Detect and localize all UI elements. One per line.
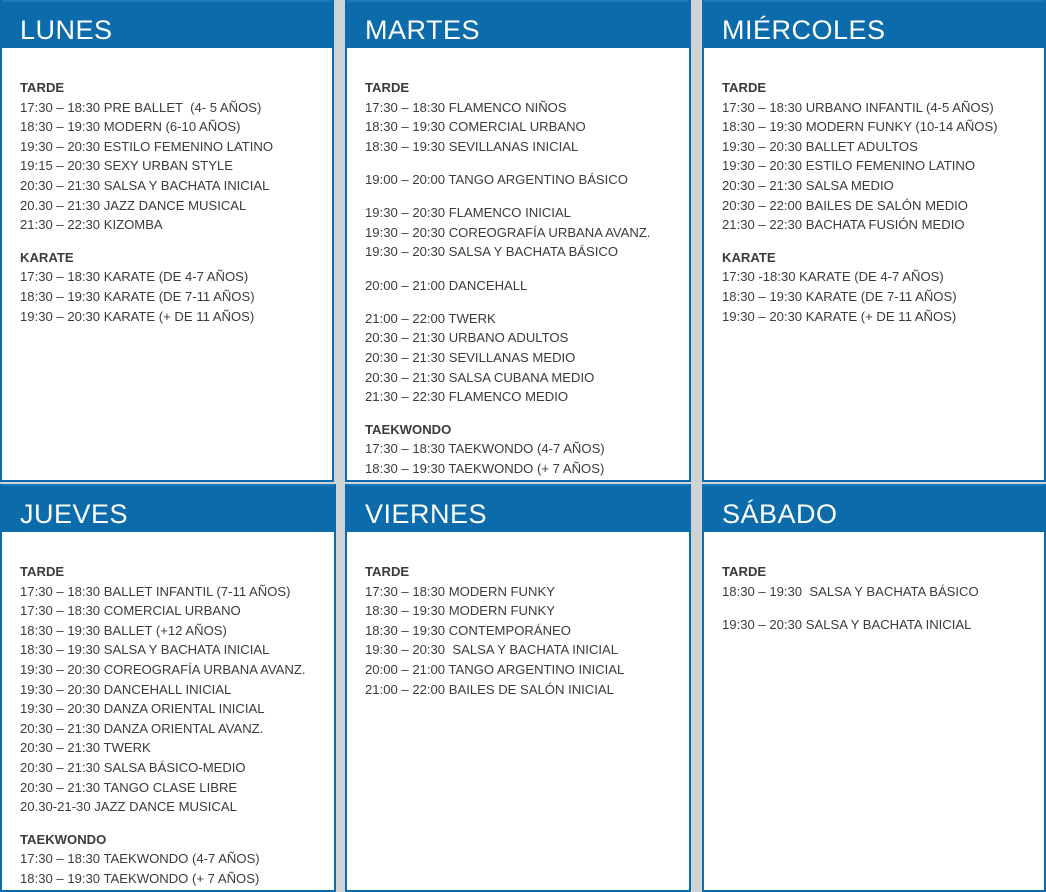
class-group bbox=[365, 98, 689, 157]
schedule-section bbox=[20, 248, 332, 326]
class-entry: 21:00 – 22:00 TWERK bbox=[365, 310, 496, 326]
class-entry: 19:30 – 20:30 DANZA ORIENTAL INICIAL bbox=[20, 701, 265, 717]
class-entry: 20:30 – 21:30 TWERK bbox=[20, 740, 151, 756]
class-entry: 19:30 – 20:30 ESTILO FEMENINO LATINO bbox=[20, 138, 274, 154]
day-schedule bbox=[704, 48, 1044, 326]
class-entry: 18:30 – 19:30 CONTEMPORÁNEO bbox=[365, 622, 571, 638]
class-entry: 20:00 – 21:00 DANCEHALL bbox=[365, 277, 528, 293]
class-entry: 19:30 – 20:30 SALSA Y BACHATA BÁSICO bbox=[365, 244, 619, 260]
class-entry: 19:30 – 20:30 KARATE (+ DE 11 AÑOS) bbox=[20, 308, 255, 324]
schedule-section bbox=[365, 78, 689, 407]
section-title: KARATE bbox=[20, 249, 74, 265]
section-title: TARDE bbox=[20, 564, 65, 579]
class-group bbox=[365, 276, 689, 296]
day-schedule bbox=[704, 532, 1044, 634]
class-group bbox=[722, 98, 1044, 235]
section-title: TARDE bbox=[722, 564, 767, 579]
day-card-martes bbox=[345, 0, 691, 482]
class-group bbox=[20, 582, 334, 817]
class-entry: 21:30 – 22:30 FLAMENCO MEDIO bbox=[365, 389, 569, 405]
class-entry: 17:30 – 18:30 KARATE (DE 4-7 AÑOS) bbox=[20, 269, 249, 285]
schedule-section bbox=[722, 248, 1044, 326]
class-entry: 17:30 – 18:30 PRE BALLET (4- 5 AÑOS) bbox=[20, 99, 262, 115]
class-group bbox=[365, 582, 689, 700]
class-entry: 19:30 – 20:30 COREOGRAFÍA URBANA AVANZ. bbox=[20, 661, 306, 677]
day-title: MARTES bbox=[347, 0, 689, 48]
class-entry: 19:30 – 20:30 DANCEHALL INICIAL bbox=[20, 681, 232, 697]
section-title: TAEKWONDO bbox=[365, 421, 452, 437]
day-schedule bbox=[347, 48, 689, 478]
day-schedule bbox=[2, 532, 334, 889]
class-group bbox=[20, 267, 332, 326]
day-card-miercoles bbox=[702, 0, 1046, 482]
section-title: TARDE bbox=[20, 80, 65, 95]
class-entry: 20:30 – 21:30 SALSA CUBANA MEDIO bbox=[365, 369, 595, 385]
day-card-viernes bbox=[345, 484, 691, 892]
day-title: LUNES bbox=[2, 0, 332, 48]
class-entry: 18:30 – 19:30 SALSA Y BACHATA BÁSICO bbox=[722, 583, 979, 599]
class-group bbox=[722, 582, 1044, 602]
section-title: TARDE bbox=[365, 564, 410, 579]
section-title: TARDE bbox=[722, 80, 767, 95]
class-entry: 18:30 – 19:30 KARATE (DE 7-11 AÑOS) bbox=[20, 288, 255, 304]
class-entry: 21:30 – 22:30 BACHATA FUSIÓN MEDIO bbox=[722, 217, 965, 233]
schedule-section bbox=[20, 830, 334, 889]
section-title: KARATE bbox=[722, 249, 776, 265]
schedule-section bbox=[20, 78, 332, 235]
class-entry: 20:30 – 21:30 SALSA MEDIO bbox=[722, 177, 894, 193]
day-title: MIÉRCOLES bbox=[704, 0, 1044, 48]
class-group bbox=[722, 267, 1044, 326]
day-card-sabado bbox=[702, 484, 1046, 892]
schedule-section bbox=[365, 562, 689, 699]
class-entry: 20:30 – 21:30 SEVILLANAS MEDIO bbox=[365, 349, 576, 365]
class-entry: 18:30 – 19:30 MODERN FUNKY (10-14 AÑOS) bbox=[722, 119, 998, 135]
class-group bbox=[365, 203, 689, 262]
class-entry: 17:30 – 18:30 MODERN FUNKY bbox=[365, 583, 555, 599]
class-entry: 17:30 – 18:30 FLAMENCO NIÑOS bbox=[365, 99, 567, 115]
class-entry: 19:30 – 20:30 COREOGRAFÍA URBANA AVANZ. bbox=[365, 224, 651, 240]
day-title: SÁBADO bbox=[704, 484, 1044, 532]
class-entry: 17:30 – 18:30 TAEKWONDO (4-7 AÑOS) bbox=[20, 851, 260, 867]
class-entry: 20:00 – 21:00 TANGO ARGENTINO INICIAL bbox=[365, 661, 625, 677]
class-entry: 17:30 – 18:30 BALLET INFANTIL (7-11 AÑOS) bbox=[20, 583, 291, 599]
class-entry: 17:30 -18:30 KARATE (DE 4-7 AÑOS) bbox=[722, 269, 944, 285]
schedule-section bbox=[365, 420, 689, 479]
day-card-lunes bbox=[0, 0, 334, 482]
class-entry: 19:15 – 20:30 SEXY URBAN STYLE bbox=[20, 158, 234, 174]
class-entry: 17:30 – 18:30 TAEKWONDO (4-7 AÑOS) bbox=[365, 441, 605, 457]
day-card-jueves bbox=[0, 484, 336, 892]
class-entry: 21:00 – 22:00 BAILES DE SALÓN INICIAL bbox=[365, 681, 614, 697]
class-entry: 20:30 – 21:30 DANZA ORIENTAL AVANZ. bbox=[20, 720, 264, 736]
class-entry: 20:30 – 21:30 SALSA BÁSICO-MEDIO bbox=[20, 759, 246, 775]
class-entry: 18:30 – 19:30 TAEKWONDO (+ 7 AÑOS) bbox=[20, 870, 260, 886]
class-entry: 20.30-21-30 JAZZ DANCE MUSICAL bbox=[20, 799, 237, 815]
class-entry: 18:30 – 19:30 MODERN FUNKY bbox=[365, 603, 555, 619]
class-group bbox=[365, 170, 689, 190]
class-entry: 21:30 – 22:30 KIZOMBA bbox=[20, 217, 163, 233]
schedule-section bbox=[722, 562, 1044, 634]
class-group bbox=[722, 615, 1044, 635]
class-entry: 18:30 – 19:30 SEVILLANAS INICIAL bbox=[365, 138, 579, 154]
class-entry: 18:30 – 19:30 BALLET (+12 AÑOS) bbox=[20, 622, 227, 638]
class-entry: 18:30 – 19:30 SALSA Y BACHATA INICIAL bbox=[20, 642, 270, 658]
day-schedule bbox=[2, 48, 332, 326]
class-entry: 20.30 – 21:30 JAZZ DANCE MUSICAL bbox=[20, 197, 247, 213]
class-entry: 19:30 – 20:30 SALSA Y BACHATA INICIAL bbox=[365, 642, 619, 658]
class-entry: 18:30 – 19:30 COMERCIAL URBANO bbox=[365, 119, 586, 135]
class-entry: 19:30 – 20:30 ESTILO FEMENINO LATINO bbox=[722, 158, 976, 174]
day-schedule bbox=[347, 532, 689, 699]
class-group bbox=[20, 98, 332, 235]
class-entry: 17:30 – 18:30 COMERCIAL URBANO bbox=[20, 603, 241, 619]
day-title: JUEVES bbox=[2, 484, 334, 532]
class-entry: 17:30 – 18:30 URBANO INFANTIL (4-5 AÑOS) bbox=[722, 99, 994, 115]
class-group bbox=[20, 849, 334, 888]
class-entry: 20:30 – 21:30 URBANO ADULTOS bbox=[365, 330, 569, 346]
class-entry: 18:30 – 19:30 MODERN (6-10 AÑOS) bbox=[20, 119, 241, 135]
class-entry: 19:30 – 20:30 BALLET ADULTOS bbox=[722, 138, 918, 154]
class-entry: 19:30 – 20:30 KARATE (+ DE 11 AÑOS) bbox=[722, 308, 957, 324]
class-entry: 20:30 – 21:30 TANGO CLASE LIBRE bbox=[20, 779, 238, 795]
class-entry: 18:30 – 19:30 KARATE (DE 7-11 AÑOS) bbox=[722, 288, 957, 304]
class-entry: 18:30 – 19:30 TAEKWONDO (+ 7 AÑOS) bbox=[365, 460, 605, 476]
schedule-section bbox=[20, 562, 334, 817]
section-title: TARDE bbox=[365, 80, 410, 95]
class-entry: 20:30 – 22:00 BAILES DE SALÓN MEDIO bbox=[722, 197, 968, 213]
day-title: VIERNES bbox=[347, 484, 689, 532]
section-title: TAEKWONDO bbox=[20, 831, 107, 847]
class-entry: 19:30 – 20:30 FLAMENCO INICIAL bbox=[365, 205, 571, 221]
class-entry: 20:30 – 21:30 SALSA Y BACHATA INICIAL bbox=[20, 177, 270, 193]
class-entry: 19:00 – 20:00 TANGO ARGENTINO BÁSICO bbox=[365, 171, 628, 187]
class-group bbox=[365, 309, 689, 407]
class-entry: 19:30 – 20:30 SALSA Y BACHATA INICIAL bbox=[722, 616, 972, 632]
schedule-section bbox=[722, 78, 1044, 235]
class-group bbox=[365, 439, 689, 478]
